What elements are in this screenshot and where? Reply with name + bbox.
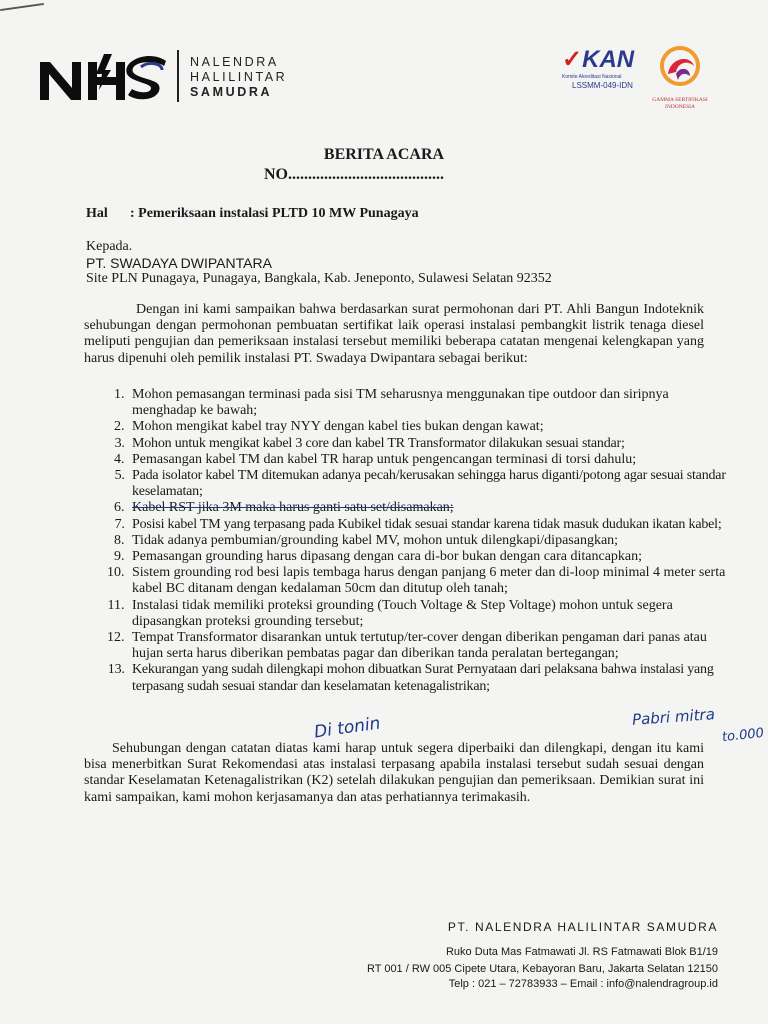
list-item: 9. Pemasangan grounding harus dipasang dengan cara di-bor bukan dengan cara ditancapkan;	[128, 549, 734, 565]
footer-address-2: RT 001 / RW 005 Cipete Utara, Kebayoran Baru, Jakarta Selatan 12150	[367, 963, 718, 975]
subject-text: : Pemeriksaan instalasi PLTD 10 MW Punagaya	[130, 206, 419, 221]
nhs-logo-icon	[38, 50, 168, 104]
list-item: 5. Pada isolator kabel TM ditemukan adanya pecah/kerusakan sehingga harus diganti/potong agar sesuai standar keselamatan;	[128, 468, 734, 500]
list-item: 2. Mohon mengikat kabel tray NYY dengan kabel ties bukan dengan kawat;	[128, 419, 734, 435]
company-line-3: SAMUDRA	[190, 85, 273, 99]
list-item: 12. Tempat Transformator disarankan untuk tertutup/ter-cover dengan diberikan pengaman dari panas atau hujan serta harus diberikan pembatas pagar dan diberikan tanda peralatan bertegangan;	[128, 630, 734, 662]
intro-paragraph: Dengan ini kami sampaikan bahwa berdasarkan surat permohonan dari PT. Ahli Bangun Indoteknik sehubungan dengan permohonan pembuatan sertifikat laik operasi instalasi pembangkit listrik tenaga diesel meliputi pengujian dan pemeriksaan instalasi tersebut memiliki beberapa catatan mengenai kelengkapan yang harus dipenuhi oleh pemilik instalasi PT. Swadaya Dwipantara sebagai berikut:	[84, 302, 704, 366]
recipient-name: PT. SWADAYA DWIPANTARA	[86, 255, 272, 271]
to-label: Kepada.	[86, 239, 133, 254]
kan-accreditation-logo	[562, 48, 644, 90]
findings-list	[100, 387, 734, 695]
kan-wordmark: ✓KAN	[562, 46, 635, 73]
subject-line	[86, 206, 419, 222]
recipient-address: Site PLN Punagaya, Punagaya, Bangkala, Kab. Jeneponto, Sulawesi Selatan 92352	[86, 271, 552, 286]
logo-divider	[177, 50, 179, 102]
recipient-block	[86, 239, 552, 287]
subject-label: Hal	[86, 206, 108, 221]
closing-paragraph: Sehubungan dengan catatan diatas kami harap untuk segera diperbaiki dan dilengkapi, dengan itu kami bisa menerbitkan Surat Rekomendasi atas instalasi terpasang apabila instalasi tersebut sudah sesuai dengan standar Keselamatan Ketenagalistrikan (K2) setelah dilakukan pengujian dan pemeriksaan. Demikian surat ini kami sampaikan, kami mohon kerjasamanya dan atas perhatiannya terimakasih.	[84, 741, 704, 805]
certification-text: GAMMA SERTIFIKASI INDONESIA	[652, 97, 708, 110]
list-item: 8. Tidak adanya pembumian/grounding kabel MV, mohon untuk dilengkapi/dipasangkan;	[128, 533, 734, 549]
footer-company: PT. NALENDRA HALILINTAR SAMUDRA	[447, 920, 718, 934]
document-number: NO.......................................	[264, 166, 444, 183]
certification-logo	[648, 44, 712, 111]
handwritten-note-1: Di tonin	[312, 713, 382, 743]
list-item: 3. Mohon untuk mengikat kabel 3 core dan kabel TR Transformator dilakukan sesuai standar;	[128, 436, 734, 452]
checkmark-icon: ✓	[562, 46, 583, 73]
list-item: 11. Instalasi tidak memiliki proteksi grounding (Touch Voltage & Step Voltage) mohon untuk segera dipasangkan proteksi grounding tersebut;	[128, 598, 734, 630]
document-title: BERITA ACARA	[323, 146, 445, 163]
list-item: 7. Posisi kabel TM yang terpasang pada Kubikel tidak sesuai standar karena tidak masuk dudukan ikatan kabel;	[128, 517, 734, 533]
scan-mark	[0, 3, 44, 11]
footer-contact: Telp : 021 – 72783933 – Email : info@nalendragroup.id	[448, 978, 718, 990]
company-wordmark	[190, 55, 287, 100]
company-line-2: HALILINTAR	[190, 70, 288, 84]
footer-address-1: Ruko Duta Mas Fatmawati Jl. RS Fatmawati Blok B1/19	[445, 946, 718, 958]
handwritten-note-2: Pabri mitra	[631, 705, 716, 729]
list-item: 1. Mohon pemasangan terminasi pada sisi TM seharusnya menggunakan tipe outdoor dan siripnya menghadap ke bawah;	[128, 387, 734, 419]
list-item: 10. Sistem grounding rod besi lapis tembaga harus dengan panjang 6 meter dan di-loop minimal 4 meter serta kabel BC ditanam dengan kedalaman 50cm dan ditutup oleh tanah;	[128, 565, 734, 597]
kan-subtitle: Komite Akreditasi Nasional	[562, 74, 622, 80]
list-item: 4. Pemasangan kabel TM dan kabel TR harap untuk pengencangan terminasi di torsi dahulu;	[128, 452, 734, 468]
company-line-1: NALENDRA	[190, 55, 279, 69]
list-item: 13. Kekurangan yang sudah dilengkapi mohon dibuatkan Surat Pernyataan dari pelaksana bahwa instalasi yang terpasang sudah sesuai standar dan keselamatan ketenagalistrikan;	[128, 662, 734, 694]
swirl-emblem-icon	[656, 44, 704, 92]
list-item-struck: 6. Kabel RST jika 3M maka harus ganti satu set/disamakan;	[128, 500, 734, 516]
nhs-logo	[38, 50, 168, 109]
handwritten-note-3: to.000	[721, 725, 765, 746]
kan-code: LSSMM-049-IDN	[572, 81, 633, 90]
